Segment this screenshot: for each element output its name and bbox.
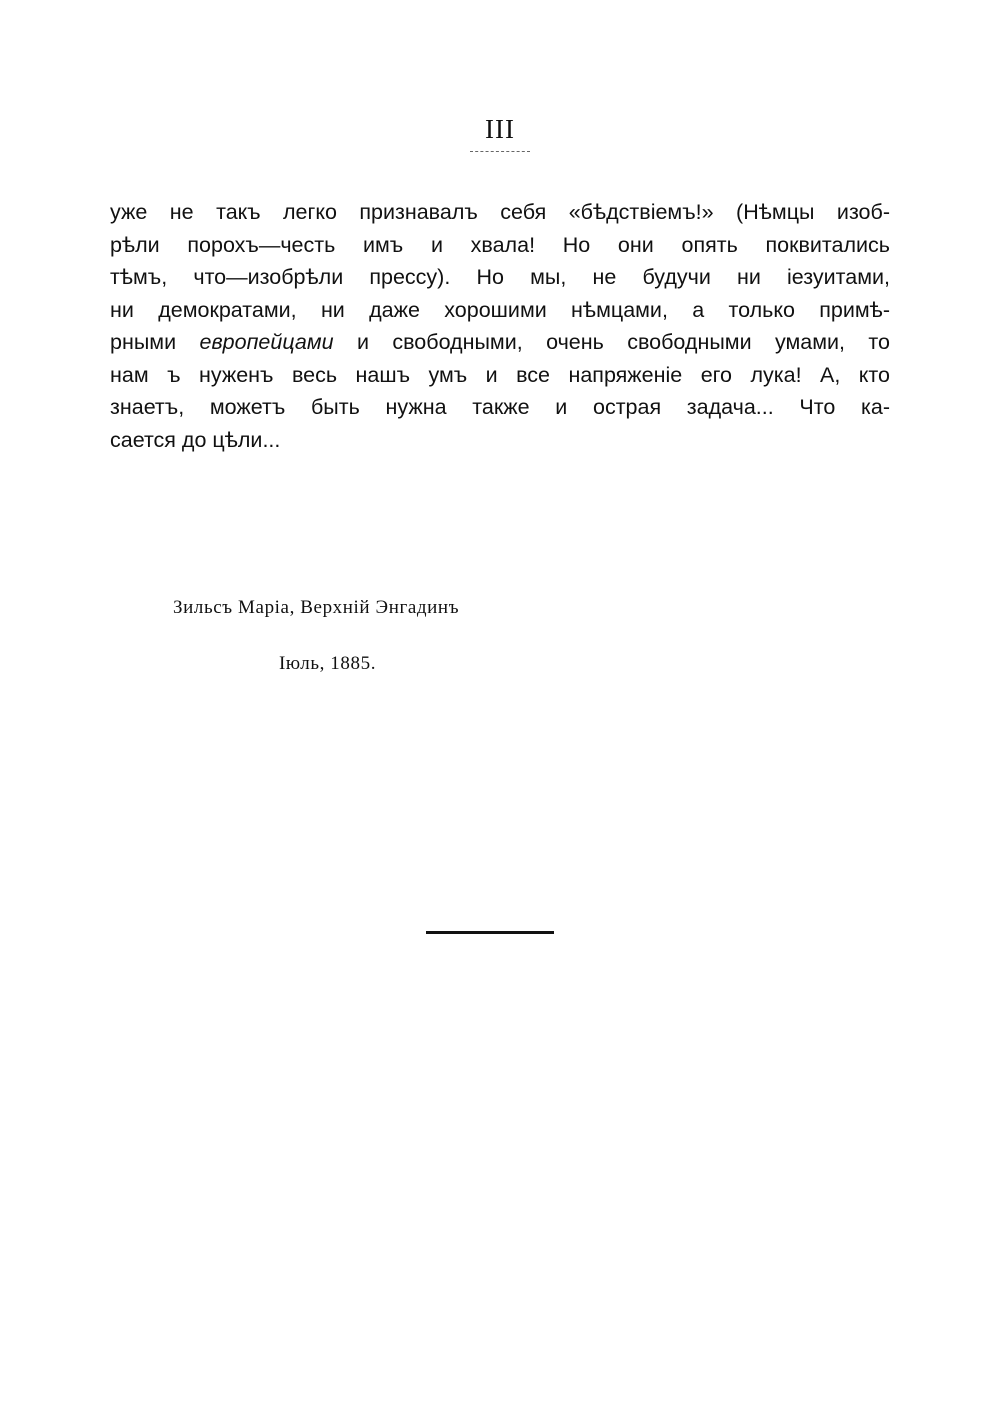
text-line-8: сается до цѣли... xyxy=(110,427,281,452)
text-line-5-start: рными xyxy=(110,330,200,354)
text-line-2: рѣли порохъ—честь имъ и хвала! Но они опять поквитались xyxy=(110,232,890,257)
text-line-1: уже не такъ легко признавалъ себя «бѣдствіемъ!» (Нѣмцы изоб- xyxy=(110,200,890,224)
text-line-5-end: и свободными, очень свободными умами, то xyxy=(333,330,890,354)
text-line-5 xyxy=(110,326,890,359)
text-line-3: тѣмъ, что—изобрѣли прессу). Но мы, не будучи ни іезуитами, xyxy=(110,265,890,289)
signature-place: Зильсъ Марiа, Верхнiй Энгадинъ xyxy=(173,597,460,618)
page-number: III xyxy=(485,114,515,144)
page-number-underline xyxy=(470,151,530,152)
body-text xyxy=(110,196,890,456)
text-line-4: ни демократами, ни даже хорошими нѣмцами, а только примѣ- xyxy=(110,297,890,322)
text-line-6: нам ъ нуженъ весь нашъ умъ и все напряженіе его лука! А, кто xyxy=(110,362,890,387)
emphasized-word: европейцами xyxy=(199,330,334,354)
text-line-7: знаетъ, можетъ быть нужна также и острая задача... Что ка- xyxy=(110,395,890,419)
signature-date: Iюль, 1885. xyxy=(279,653,377,674)
end-rule xyxy=(426,931,554,934)
